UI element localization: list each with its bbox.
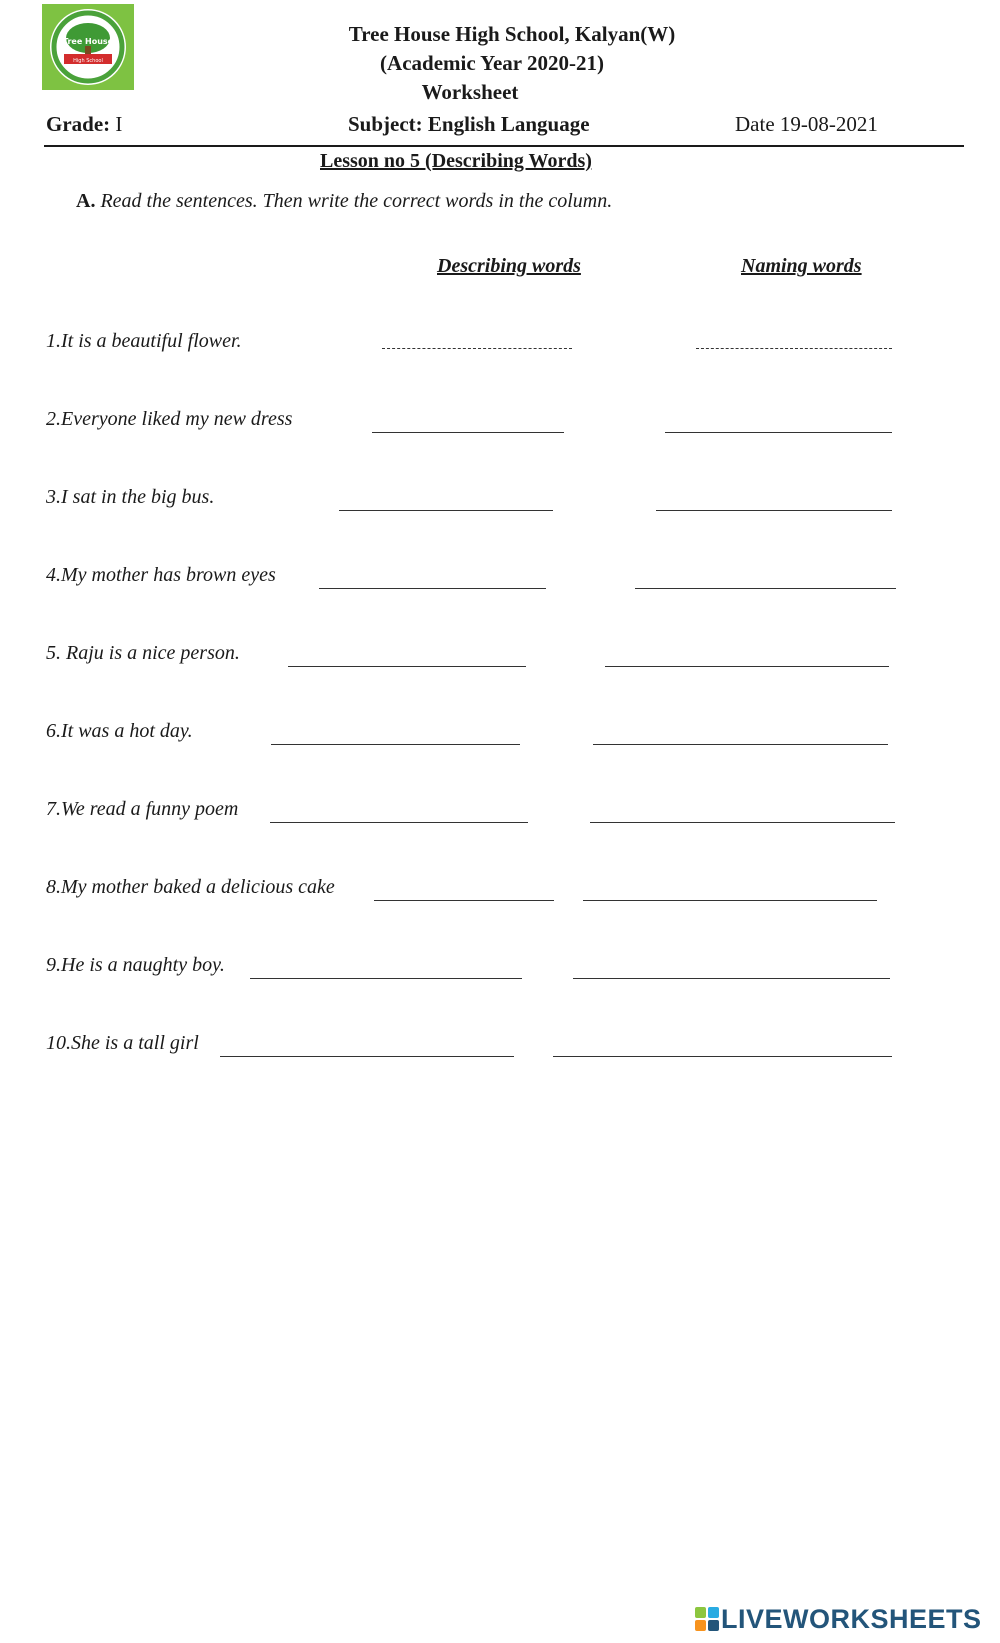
naming-blank-6[interactable] — [593, 744, 888, 745]
school-logo — [42, 4, 134, 90]
exercise-row-3 — [0, 486, 1000, 516]
school-name: Tree House High School, Kalyan(W) — [348, 22, 676, 46]
liveworksheets-brand-text: LIVEWORKSHEETS — [721, 1604, 982, 1634]
describing-blank-7[interactable] — [270, 822, 528, 823]
doc-type-line — [0, 80, 1000, 105]
sentence-5: 5. Raju is a nice person. — [46, 642, 240, 664]
instruction-marker: A. — [76, 190, 96, 212]
grade — [46, 112, 122, 137]
liveworksheets-logo[interactable] — [695, 1604, 982, 1636]
header-divider — [44, 145, 964, 147]
exercise-row-5 — [0, 642, 1000, 672]
describing-blank-2[interactable] — [372, 432, 564, 433]
date: Date 19-08-2021 — [735, 112, 878, 136]
grade-value: I — [110, 112, 123, 136]
naming-blank-2[interactable] — [665, 432, 892, 433]
naming-blank-7[interactable] — [590, 822, 895, 823]
describing-blank-8[interactable] — [374, 900, 554, 901]
liveworksheets-icon — [695, 1607, 719, 1631]
naming-blank-4[interactable] — [635, 588, 896, 589]
column-header-describing: Describing words — [437, 255, 581, 277]
exercise-row-4 — [0, 564, 1000, 594]
describing-blank-3[interactable] — [339, 510, 553, 511]
describing-blank-6[interactable] — [271, 744, 520, 745]
exercise-row-7 — [0, 798, 1000, 828]
logo-text: Tree House — [62, 37, 114, 46]
sentence-3: 3.I sat in the big bus. — [46, 486, 215, 508]
naming-blank-3[interactable] — [656, 510, 892, 511]
exercise-row-10 — [0, 1032, 1000, 1062]
naming-blank-1[interactable] — [696, 348, 892, 349]
naming-blank-5[interactable] — [605, 666, 889, 667]
sentence-9: 9.He is a naughty boy. — [46, 954, 225, 976]
academic-year-line — [0, 51, 1000, 76]
doc-type: Worksheet — [421, 80, 519, 104]
exercise-row-1 — [0, 330, 1000, 360]
naming-blank-8[interactable] — [583, 900, 877, 901]
sentence-2: 2.Everyone liked my new dress — [46, 408, 293, 430]
exercise-row-9 — [0, 954, 1000, 984]
exercise-row-2 — [0, 408, 1000, 438]
describing-blank-5[interactable] — [288, 666, 526, 667]
instruction-text: Read the sentences. Then write the correct words in the column. — [95, 190, 613, 212]
lesson-title: Lesson no 5 (Describing Words) — [320, 150, 592, 172]
academic-year: (Academic Year 2020-21) — [380, 51, 604, 75]
describing-blank-1[interactable] — [382, 348, 572, 349]
sentence-6: 6.It was a hot day. — [46, 720, 193, 742]
exercise-row-6 — [0, 720, 1000, 750]
exercise-row-8 — [0, 876, 1000, 906]
school-name-line — [0, 22, 1000, 47]
sentence-4: 4.My mother has brown eyes — [46, 564, 276, 586]
column-header-naming: Naming words — [741, 255, 862, 277]
describing-blank-4[interactable] — [319, 588, 546, 589]
sentence-10: 10.She is a tall girl — [46, 1032, 199, 1054]
subject: Subject: English Language — [348, 112, 590, 136]
describing-blank-9[interactable] — [250, 978, 522, 979]
sentence-8: 8.My mother baked a delicious cake — [46, 876, 335, 898]
instruction — [76, 190, 612, 213]
grade-label: Grade: — [46, 112, 111, 136]
naming-blank-10[interactable] — [553, 1056, 892, 1057]
sentence-7: 7.We read a funny poem — [46, 798, 239, 820]
logo-subtext: High School — [73, 58, 103, 64]
describing-blank-10[interactable] — [220, 1056, 514, 1057]
sentence-1: 1.It is a beautiful flower. — [46, 330, 242, 352]
naming-blank-9[interactable] — [573, 978, 890, 979]
